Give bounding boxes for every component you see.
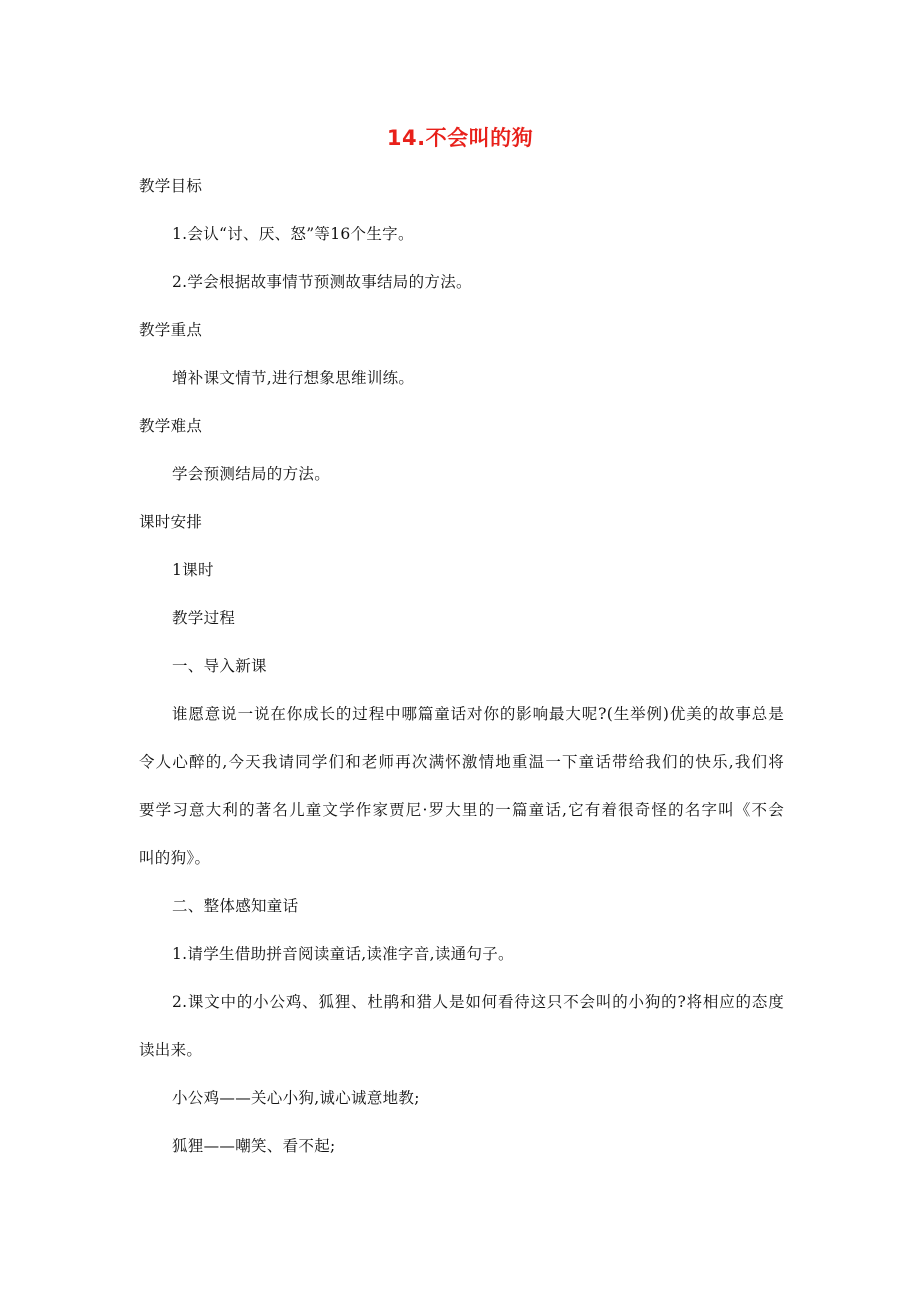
section-2-heading: 二、整体感知童话 [172,897,299,915]
step-1: 1.请学生借助拼音阅读童话,读准字音,读通句子。 [172,945,514,963]
intro-paragraph-line-2: 令人心醉的,今天我请同学们和老师再次满怀激情地重温一下童话带给我们的快乐,我们将 [139,753,784,771]
attitude-rooster: 小公鸡——关心小狗,诚心诚意地教; [172,1089,420,1107]
intro-paragraph-line-4: 叫的狗》。 [139,849,211,867]
schedule-heading: 课时安排 [139,513,203,531]
lesson-title: 14.不会叫的狗 [386,126,534,150]
objective-1: 1.会认“讨、厌、怒”等16个生字。 [172,225,414,243]
schedule-text: 1课时 [172,561,214,579]
difficulties-heading: 教学难点 [139,417,203,435]
objective-2: 2.学会根据故事情节预测故事结局的方法。 [172,273,472,291]
intro-paragraph-line-1: 谁愿意说一说在你成长的过程中哪篇童话对你的影响最大呢?(生举例)优美的故事总是 [172,705,784,723]
step-2-line-2: 读出来。 [139,1041,203,1059]
intro-paragraph-line-3: 要学习意大利的著名儿童文学作家贾尼·罗大里的一篇童话,它有着很奇怪的名字叫《不会 [139,801,784,819]
step-2-line-1: 2.课文中的小公鸡、狐狸、杜鹃和猎人是如何看待这只不会叫的小狗的?将相应的态度 [172,993,784,1011]
section-1-heading: 一、导入新课 [172,657,267,675]
difficulties-text: 学会预测结局的方法。 [172,465,331,483]
process-heading: 教学过程 [172,609,236,627]
key-points-text: 增补课文情节,进行想象思维训练。 [172,369,415,387]
objectives-heading: 教学目标 [139,177,203,195]
attitude-fox: 狐狸——嘲笑、看不起; [172,1137,336,1155]
key-points-heading: 教学重点 [139,321,203,339]
